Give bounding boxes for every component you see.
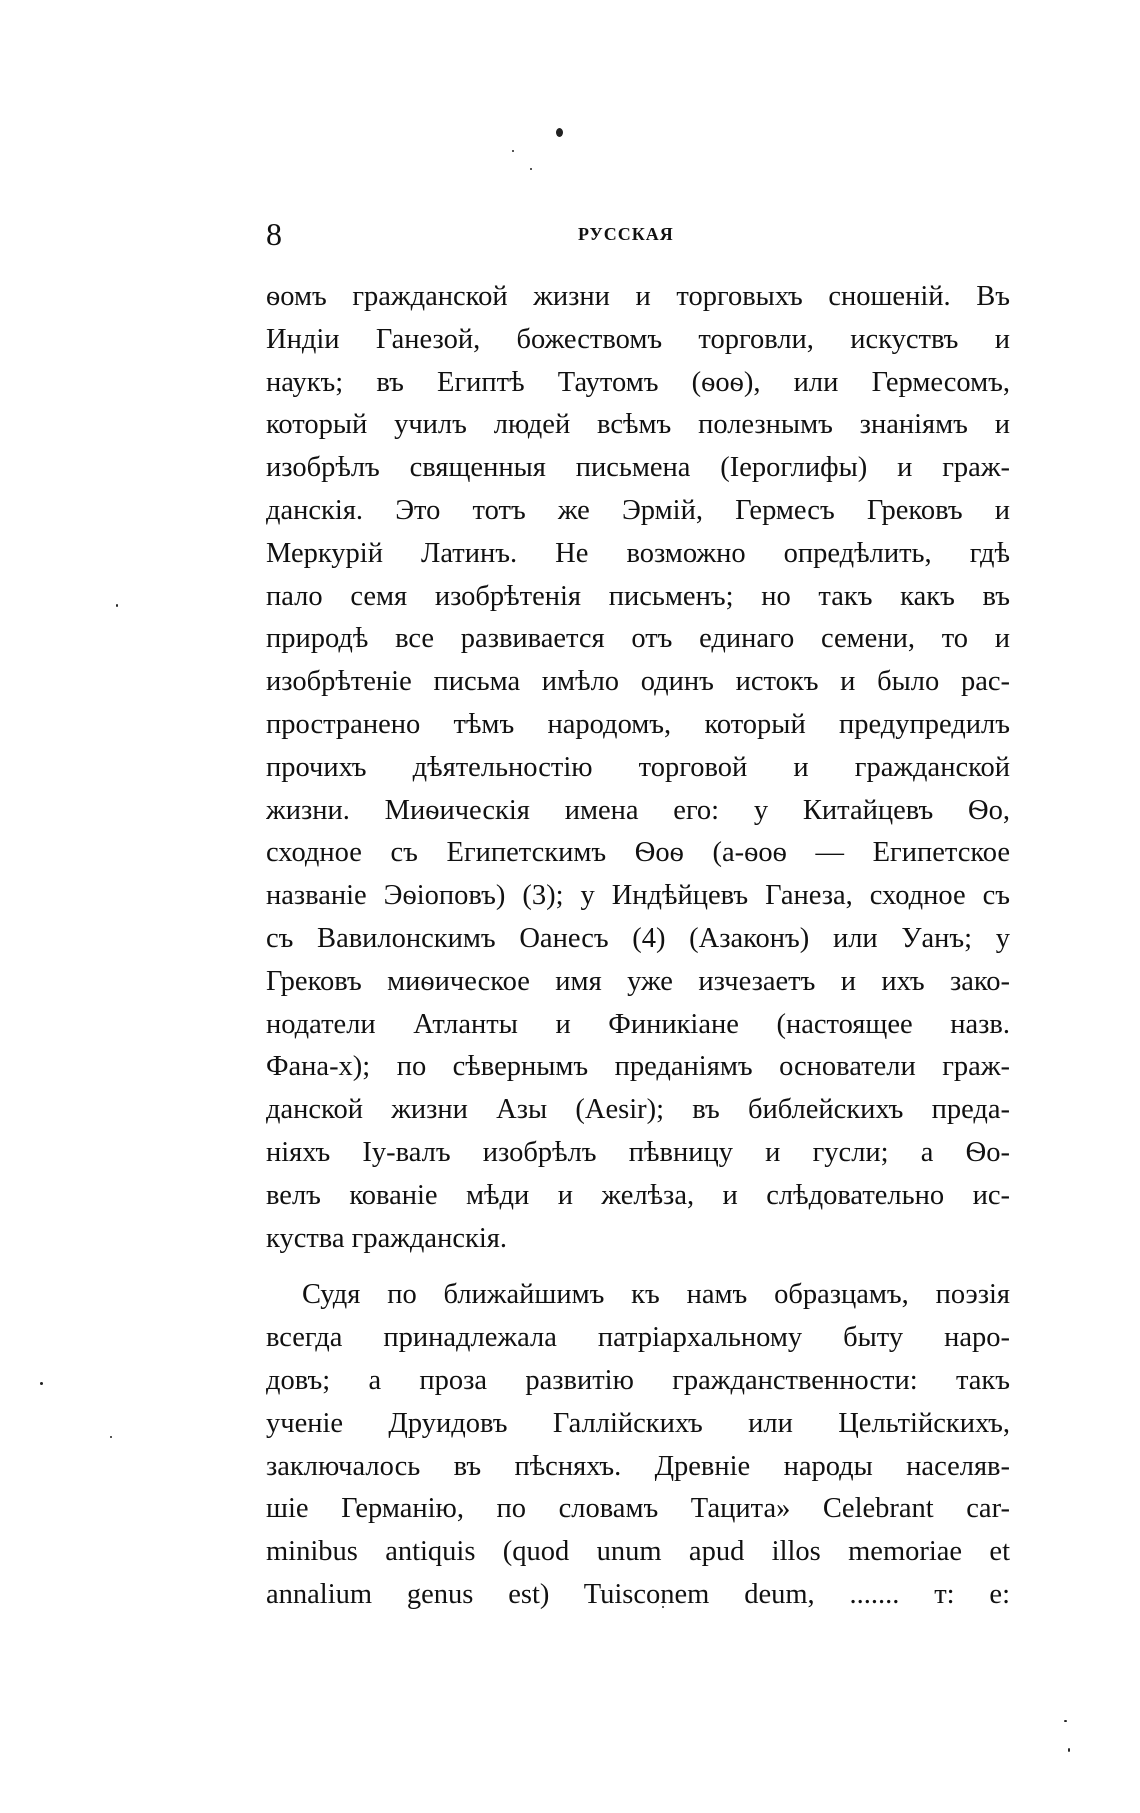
text-line: названіе Эѳіоповъ) (3); у Индѣйцевъ Ганеза, сходное съ (266, 880, 1010, 912)
ink-speck (556, 128, 563, 137)
ink-speck (116, 604, 118, 607)
text-line: ѳомъ гражданской жизни и торговыхъ сношеній. Въ (266, 281, 1010, 312)
text-line: куства гражданскія. (266, 1222, 507, 1254)
text-line: изобрѣтеніе письма имѣло одинъ истокъ и было рас- (266, 666, 1010, 698)
text-line: пространено тѣмъ народомъ, который предупредилъ (266, 708, 1010, 740)
text-line: пало семя изобрѣтенія письменъ; но такъ какъ въ (266, 580, 1010, 612)
text-line: сходное съ Египетскимъ Ѳоѳ (а-ѳоѳ — Египетское (266, 837, 1010, 869)
text-line: Индіи Ганезой, божествомъ торговли, искуствъ и (266, 323, 1010, 355)
ink-speck (1068, 1748, 1070, 1752)
text-line: шіе Германію, по словамъ Тацита» Celebrant car- (266, 1493, 1010, 1525)
ink-speck (512, 150, 514, 152)
page-header (266, 212, 1010, 256)
text-line: minibus antiquis (quod unum apud illos memoriae et (266, 1536, 1010, 1568)
text-line: велъ кованіе мѣди и желѣза, и слѣдовательно ис- (266, 1179, 1010, 1211)
text-line: Меркурій Латинъ. Не возможно опредѣлить, гдѣ (266, 537, 1010, 569)
text-line: наукъ; въ Египтѣ Таутомъ (ѳоѳ), или Гермесомъ, (266, 366, 1010, 398)
paragraph (266, 1274, 1010, 1616)
text-line: ніяхъ Іу-валъ изобрѣлъ пѣвницу и гусли; а Ѳо- (266, 1136, 1010, 1168)
text-line: изобрѣлъ священныя письмена (Іероглифы) и граж- (266, 452, 1010, 484)
text-line: ученіе Друидовъ Галлійскихъ или Цельтійскихъ, (266, 1407, 1010, 1439)
text-line: довъ; а проза развитію гражданственности: такъ (266, 1364, 1010, 1396)
text-line: который училъ людей всѣмъ полезнымъ знаніямъ и (266, 409, 1010, 441)
text-line: прочихъ дѣятельностію торговой и гражданской (266, 751, 1010, 783)
page-number: 8 (266, 216, 282, 252)
body-text (266, 276, 1010, 1617)
paragraph-gap (266, 1260, 1010, 1274)
text-line: съ Вавилонскимъ Оанесъ (4) (Азаконъ) или Уанъ; у (266, 922, 1010, 954)
paragraph (266, 276, 1010, 1260)
running-head: РУССКАЯ (578, 224, 674, 244)
ink-speck (110, 1436, 112, 1438)
ink-speck (530, 168, 532, 170)
text-line: данскія. Это тотъ же Эрмій, Гермесъ Грековъ и (266, 494, 1010, 526)
text-line: Судя по ближайшимъ къ намъ образцамъ, поэзія (302, 1279, 1010, 1311)
text-line: заключалось въ пѣсняхъ. Древніе народы населяв- (266, 1450, 1010, 1482)
text-line: annalium genus est) Tuisconem deum, ....... т: е: (266, 1578, 1010, 1610)
ink-speck (1064, 1720, 1067, 1722)
text-line: природѣ все развивается отъ единаго семени, то и (266, 623, 1010, 655)
ink-speck (40, 1382, 43, 1385)
text-line: жизни. Миѳическія имена его: у Китайцевъ Ѳо, (266, 794, 1010, 826)
text-line: Грековъ миѳическое имя уже изчезаетъ и ихъ зако- (266, 965, 1010, 997)
text-line: данской жизни Азы (Aesir); въ библейскихъ преда- (266, 1094, 1010, 1126)
text-line: всегда принадлежала патріархальному быту наро- (266, 1322, 1010, 1354)
text-line: Фана-х); по сѣвернымъ преданіямъ основатели граж- (266, 1051, 1010, 1083)
text-line: нодатели Атланты и Финикіане (настоящее назв. (266, 1008, 1010, 1040)
